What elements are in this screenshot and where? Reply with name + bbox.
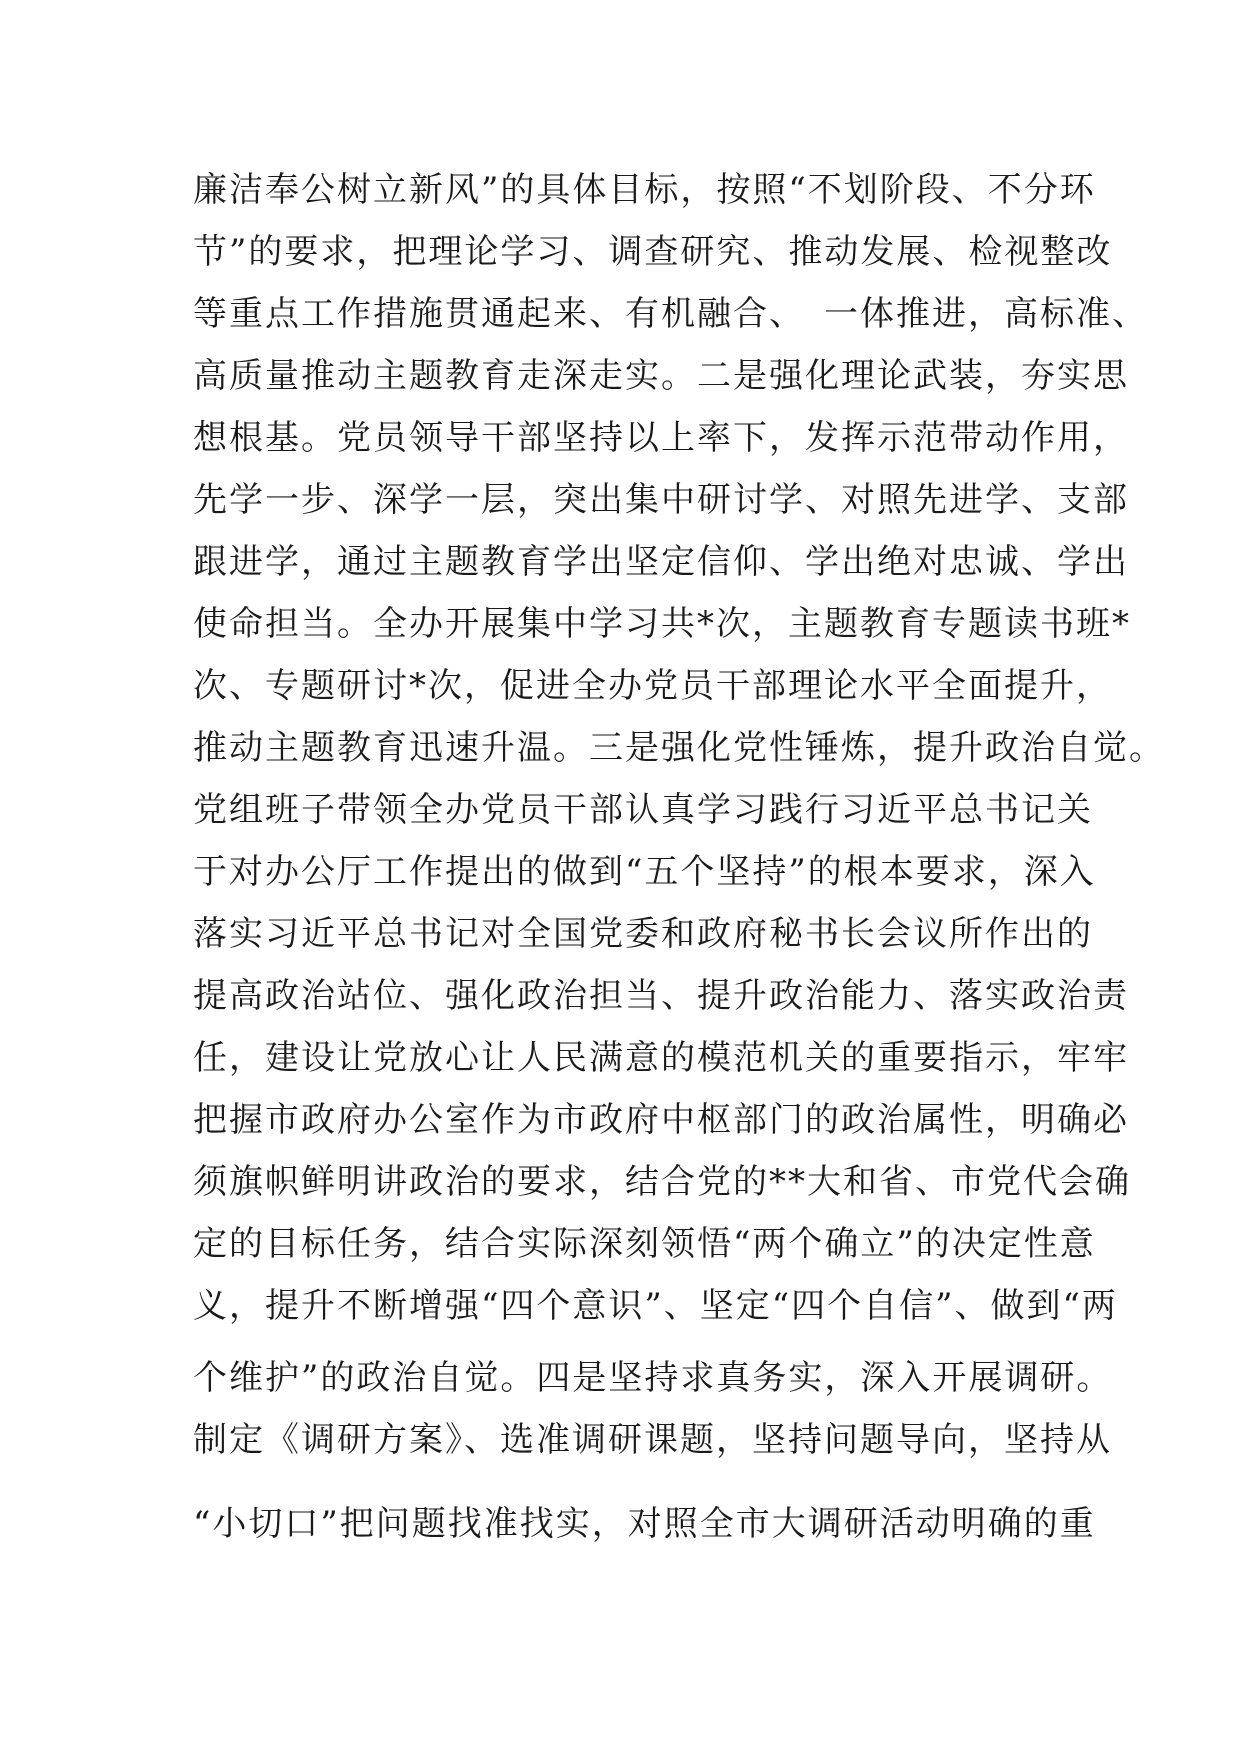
text-line: 制定《调研方案》、选准调研课题，坚持问题导向，坚持从	[193, 1420, 1112, 1460]
text-line: 任，建设让党放心让人民满意的模范机关的重要指示，牢牢	[193, 1038, 1129, 1078]
text-line: 把握市政府办公室作为市政府中枢部门的政治属性，明确必	[193, 1100, 1129, 1140]
text-line: 个维护”的政治自觉。四是坚持求真务实，深入开展调研。	[193, 1358, 1113, 1398]
text-line: 廉洁奉公树立新风”的具体目标，按照“不划阶段、不分环	[193, 170, 1096, 210]
text-line: 高质量推动主题教育走深走实。二是强化理论武装，夯实思	[193, 356, 1129, 396]
text-line: 党组班子带领全办党员干部认真学习践行习近平总书记关	[193, 790, 1093, 830]
text-line: 定的目标任务，结合实际深刻领悟“两个确立”的决定性意	[193, 1224, 1096, 1264]
text-line: 节”的要求，把理论学习、调查研究、推动发展、检视整改	[193, 232, 1113, 272]
text-line: “小切口”把问题找准找实，对照全市大调研活动明确的重	[193, 1504, 1096, 1544]
text-line: 提高政治站位、强化政治担当、提升政治能力、落实政治责	[193, 976, 1129, 1016]
text-line: 推动主题教育迅速升温。三是强化党性锤炼，提升政治自觉。	[193, 728, 1165, 768]
text-line: 于对办公厅工作提出的做到“五个坚持”的根本要求，深入	[193, 852, 1096, 892]
text-line: 落实习近平总书记对全国党委和政府秘书长会议所作出的	[193, 914, 1093, 954]
text-line: 使命担当。全办开展集中学习共*次，主题教育专题读书班*	[193, 604, 1131, 644]
text-line: 须旗帜鲜明讲政治的要求，结合党的**大和省、市党代会确	[193, 1162, 1131, 1202]
text-line: 先学一步、深学一层，突出集中研讨学、对照先进学、支部	[193, 480, 1129, 520]
text-line: 想根基。党员领导干部坚持以上率下，发挥示范带动作用，	[193, 418, 1129, 458]
text-line: 跟进学，通过主题教育学出坚定信仰、学出绝对忠诚、学出	[193, 542, 1129, 582]
text-line: 次、专题研讨*次，促进全办党员干部理论水平全面提升，	[193, 666, 1112, 706]
text-line: 义，提升不断增强“四个意识”、坚定“四个自信”、做到“两	[193, 1286, 1118, 1326]
text-line: 等重点工作措施贯通起来、有机融合、 一体推进，高标准、	[193, 294, 1148, 334]
